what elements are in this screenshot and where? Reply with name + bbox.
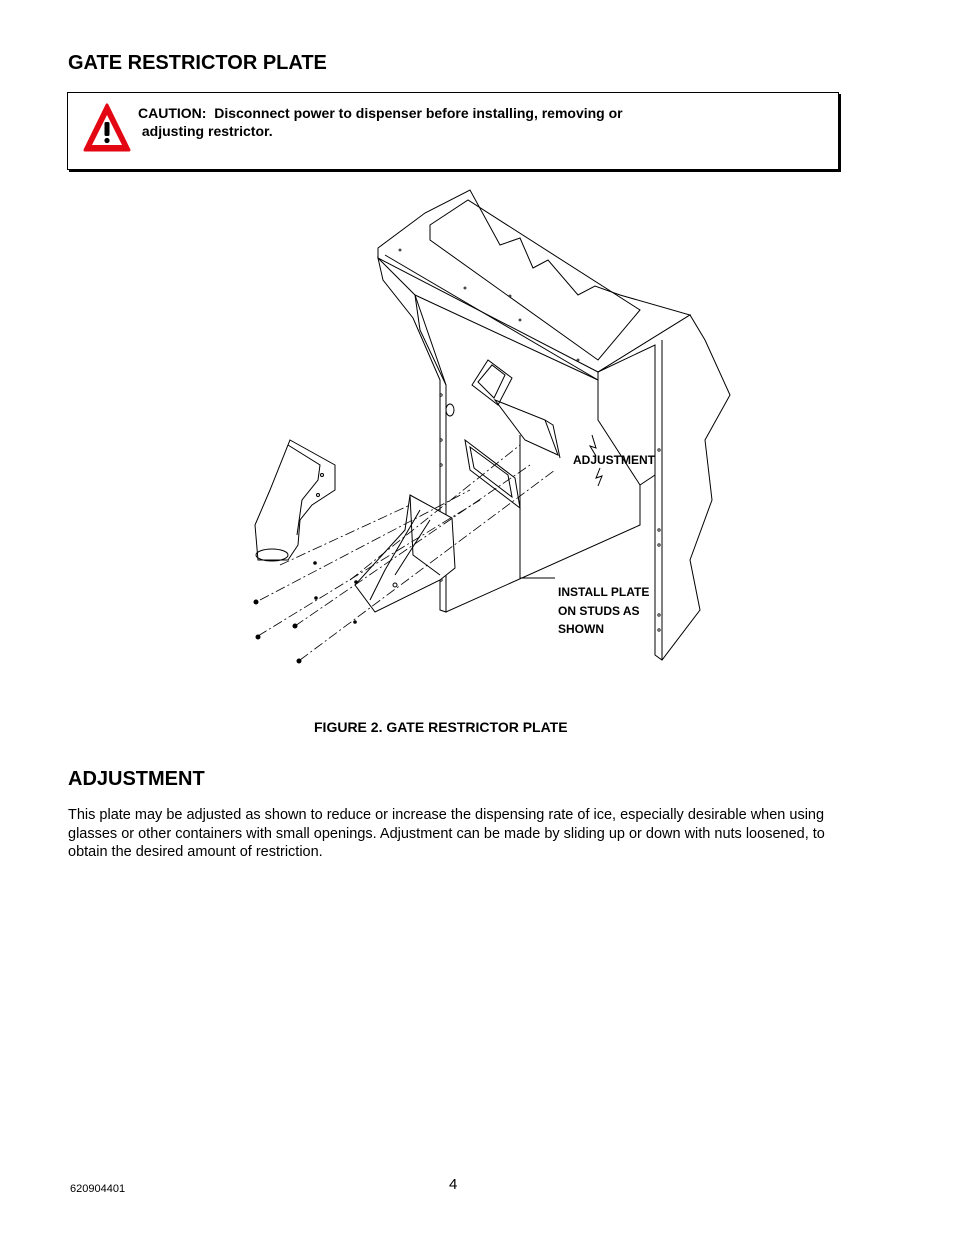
- document-number: 620904401: [70, 1183, 126, 1195]
- page-number: 4: [449, 1176, 458, 1193]
- caution-line-2: adjusting restrictor.: [138, 123, 273, 139]
- caution-text: [138, 104, 623, 140]
- caution-box: [67, 92, 839, 170]
- install-callout-line-1: INSTALL PLATE: [558, 585, 650, 599]
- gate-restrictor-figure: [240, 185, 740, 675]
- install-callout-line-3: SHOWN: [558, 622, 604, 636]
- install-callout-line-2: ON STUDS AS: [558, 603, 640, 618]
- figure-caption: FIGURE 2. GATE RESTRICTOR PLATE: [314, 719, 568, 735]
- section-title-adjustment: ADJUSTMENT: [68, 768, 205, 790]
- adjustment-body-text: This plate may be adjusted as shown to reduce or increase the dispensing rate of ice, especially desirable when using glasses or other containers with small openings. Adjustment can be made by sliding up or down with nuts loosened, to obtain the desired amount of restriction.: [68, 807, 825, 860]
- warning-triangle-icon: [82, 102, 132, 154]
- caution-line-1: CAUTION: Disconnect power to dispenser before installing, removing or: [138, 105, 623, 121]
- section-title-gate-restrictor-plate: GATE RESTRICTOR PLATE: [68, 52, 327, 74]
- install-plate-callout: [558, 583, 649, 639]
- adjustment-callout: ADJUSTMENT: [573, 453, 656, 467]
